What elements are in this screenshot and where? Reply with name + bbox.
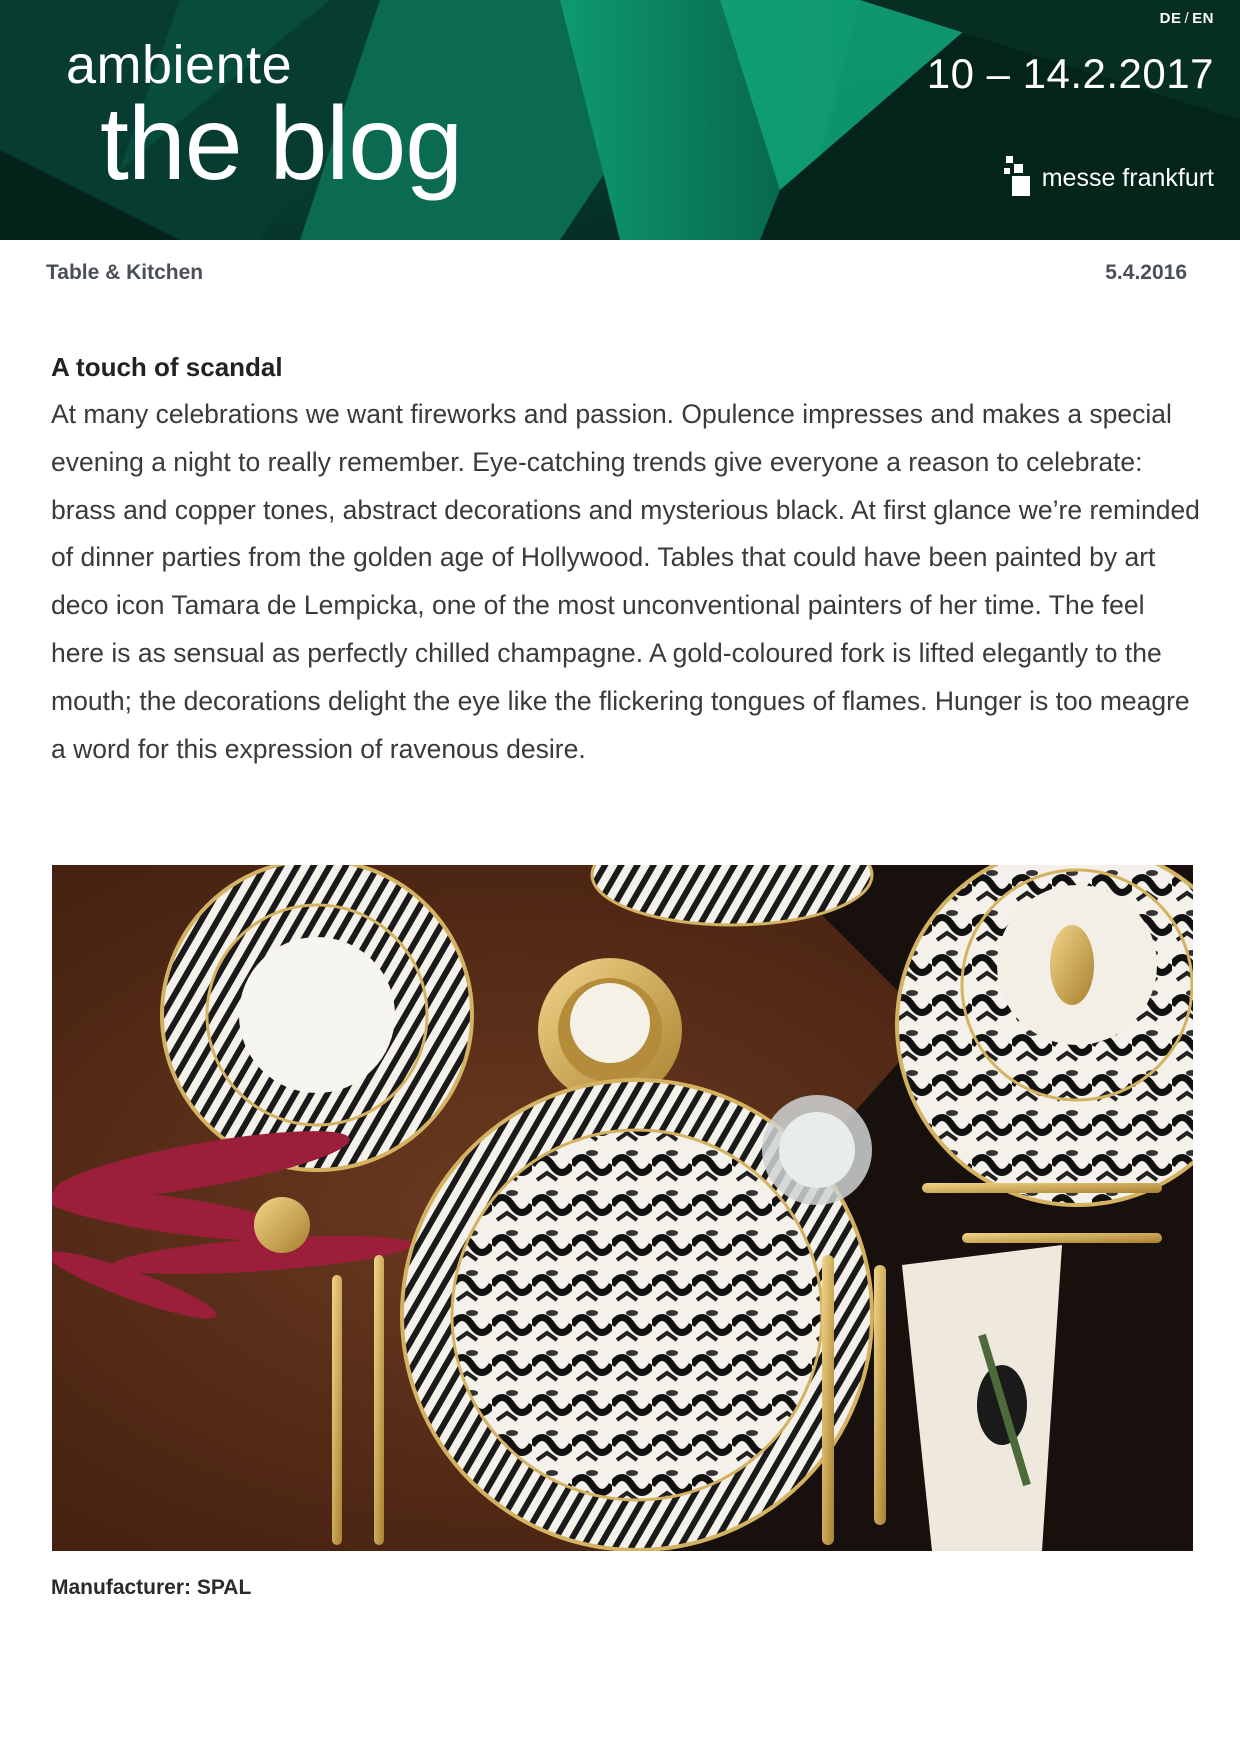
lang-de-link[interactable]: DE (1159, 10, 1182, 27)
photo-caption: Manufacturer: SPAL (51, 1576, 252, 1599)
organizer (1004, 156, 1214, 200)
messe-frankfurt-logo-icon (1004, 156, 1032, 200)
brand-ambiente: ambiente (66, 35, 293, 95)
category-link[interactable]: Table & Kitchen (46, 261, 204, 284)
header-banner (0, 0, 1240, 240)
article-body: At many celebrations we want fireworks and passion. Opulence impresses and makes a special evening a night to really remember. Eye-catching trends give everyone a reason to celebrate: brass and copper tones, abstract decorations and mysterious black. At first glance we’re reminded of dinner parties from the golden age of Hollywood. Tables that could have been painted by art deco icon Tamara de Lempicka, one of the most unconventional painters of her time. The feel here is as sensual as perfectly chilled champagne. A gold-coloured fork is lifted elegantly to the mouth; the decorations delight the eye like the flickering tongues of flames. Hunger is too meagre a word for this expression of ravenous desire. (51, 399, 1200, 764)
language-switcher (1160, 10, 1214, 27)
lang-separator: / (1184, 10, 1190, 27)
article-title: A touch of scandal (51, 352, 283, 382)
post-date: 5.4.2016 (1105, 261, 1187, 284)
table-setting-illustration (52, 865, 1193, 1551)
brand-the-blog: the blog (100, 86, 463, 202)
organizer-name: messe frankfurt (1041, 163, 1214, 192)
lang-en-link[interactable]: EN (1192, 10, 1214, 27)
table-setting-photo (52, 865, 1193, 1551)
event-dates: 10 – 14.2.2017 (926, 50, 1214, 97)
